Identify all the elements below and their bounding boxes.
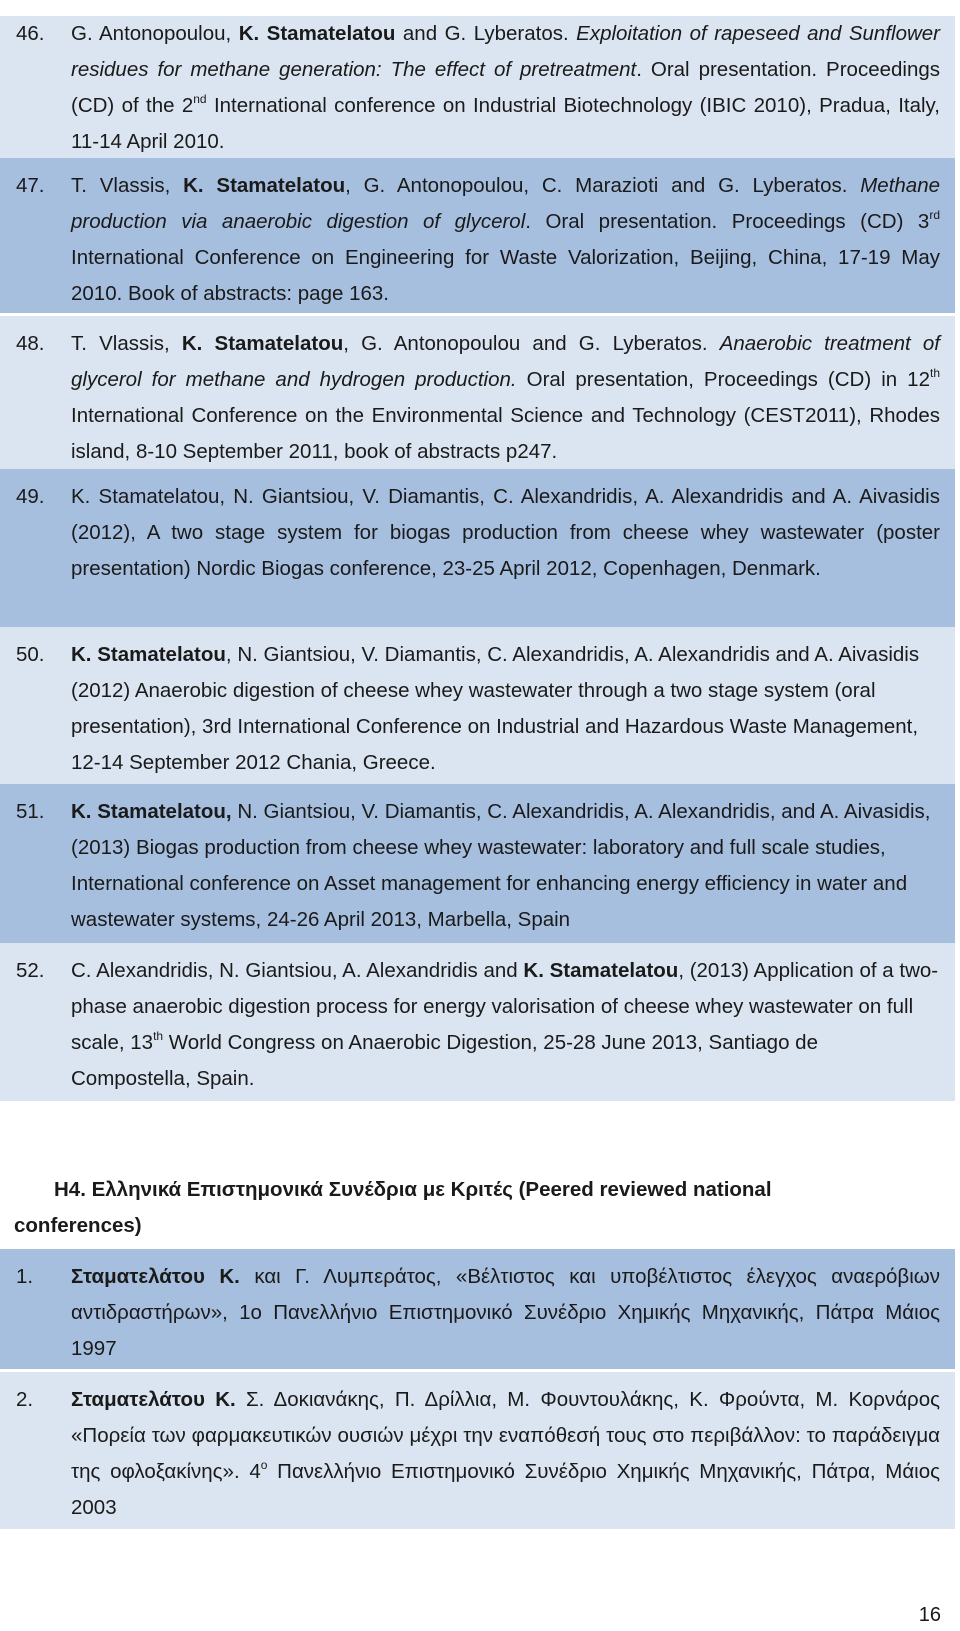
conference-list-international (0, 16, 955, 1101)
item-number: 2. (16, 1388, 34, 1411)
item-number: 50. (16, 643, 45, 666)
item-text: K. Stamatelatou, N. Giantsiou, V. Diamantis, C. Alexandridis, A. Alexandridis, and A. Aivasidis,(2013) Biogas production from cheese whey wastewater: laboratory and full scale studies, International conference on Asset management for enhancing energy efficiency in water and wastewater systems, 24-26 April 2013, Marbella, Spain (71, 800, 931, 931)
list-item (0, 1372, 955, 1529)
item-text: T. Vlassis, K. Stamatelatou, G. Antonopoulou and G. Lyberatos. Anaerobic treatment of glycerol for methane and hydrogen production. Oral presentation, Proceedings (CD) in 12th International Conference on the Environmental Science and Technology (CEST2011), Rhodes island, 8-10 September 2011, book of abstracts p247. (71, 332, 940, 463)
list-item (0, 469, 955, 627)
item-text: T. Vlassis, K. Stamatelatou, G. Antonopoulou, C. Marazioti and G. Lyberatos. Methane production via anaerobic digestion of glycerol. Oral presentation. Proceedings (CD) 3rd International Conference on Engineering for Waste Valorization, Beijing, China, 17-19 May 2010. Book of abstracts: page 163. (71, 174, 940, 305)
item-number: 46. (16, 22, 45, 45)
list-item (0, 16, 955, 158)
list-item (0, 784, 955, 943)
item-number: 49. (16, 485, 45, 508)
list-item (0, 1249, 955, 1369)
item-text: K. Stamatelatou, N. Giantsiou, V. Diamantis, C. Alexandridis, A. Alexandridis and A. Aivasidis (2012), A two stage system for biogas production from cheese whey wastewater (poster presentation) Nordic Biogas conference, 23-25 April 2012, Copenhagen, Denmark. (71, 485, 940, 580)
item-number: 52. (16, 959, 45, 982)
list-item (0, 158, 955, 313)
item-number: 51. (16, 800, 45, 823)
list-item (0, 943, 955, 1101)
item-text: G. Antonopoulou, K. Stamatelatou and G. Lyberatos. Exploitation of rapeseed and Sunflower residues for methane generation: The effect of pretreatment. Oral presentation. Proceedings (CD) of the 2nd International conference on Industrial Biotechnology (IBIC 2010), Pradua, Italy, 11-14 April 2010. (71, 22, 941, 153)
item-text: K. Stamatelatou, N. Giantsiou, V. Diamantis, C. Alexandridis, A. Alexandridis and A. Aivasidis (2012) Anaerobic digestion of cheese whey wastewater through a two stage system (oral presentation), 3rd International Conference on Industrial and Hazardous Waste Management, 12-14 September 2012 Chania, Greece. (71, 643, 920, 774)
item-number: 1. (16, 1265, 34, 1288)
item-text: Σταματελάτου Κ. και Γ. Λυμπεράτος, «Βέλτιστος και υποβέλτιστος έλεγχος αναερόβιων αντιδραστήρων», 1ο Πανελλήνιο Επιστημονικό Συνέδριο Χημικής Μηχανικής, Πάτρα Μάιος 1997 (71, 1265, 941, 1360)
list-item (0, 316, 955, 469)
item-number: 47. (16, 174, 45, 197)
section-heading-line2: conferences) (14, 1214, 142, 1237)
item-number: 48. (16, 332, 45, 355)
section-heading-line1: H4. Ελληνικά Επιστημονικά Συνέδρια με Κριτές (Peered reviewed national (54, 1178, 772, 1201)
item-text: Σταματελάτου Κ. Σ. Δοκιανάκης, Π. Δρίλλια, Μ. Φουντουλάκης, Κ. Φρούντα, Μ. Κορνάρος «Πορεία των φαρμακευτικών ουσιών μέχρι την εναπόθεσή τους στο περιβάλλον: το παράδειγμα της οφλοξακίνης». $4^o$ Πανελλήνιο Επιστημονικό Συνέδριο Χημικής Μηχανικής, Πάτρα, Μάιος 2003 (71, 1388, 941, 1519)
conference-list-national (0, 1249, 955, 1529)
section-heading (14, 1172, 914, 1244)
page-number: 16 (918, 1604, 941, 1626)
list-item (0, 627, 955, 784)
item-text: C. Alexandridis, N. Giantsiou, A. Alexandridis and K. Stamatelatou, (2013) Application of a two-phase anaerobic digestion process for energy valorisation of cheese whey wastewater on full scale, 13th World Congress on Anaerobic Digestion, 25-28 June 2013, Santiago de Compostella, Spain. (71, 959, 939, 1090)
